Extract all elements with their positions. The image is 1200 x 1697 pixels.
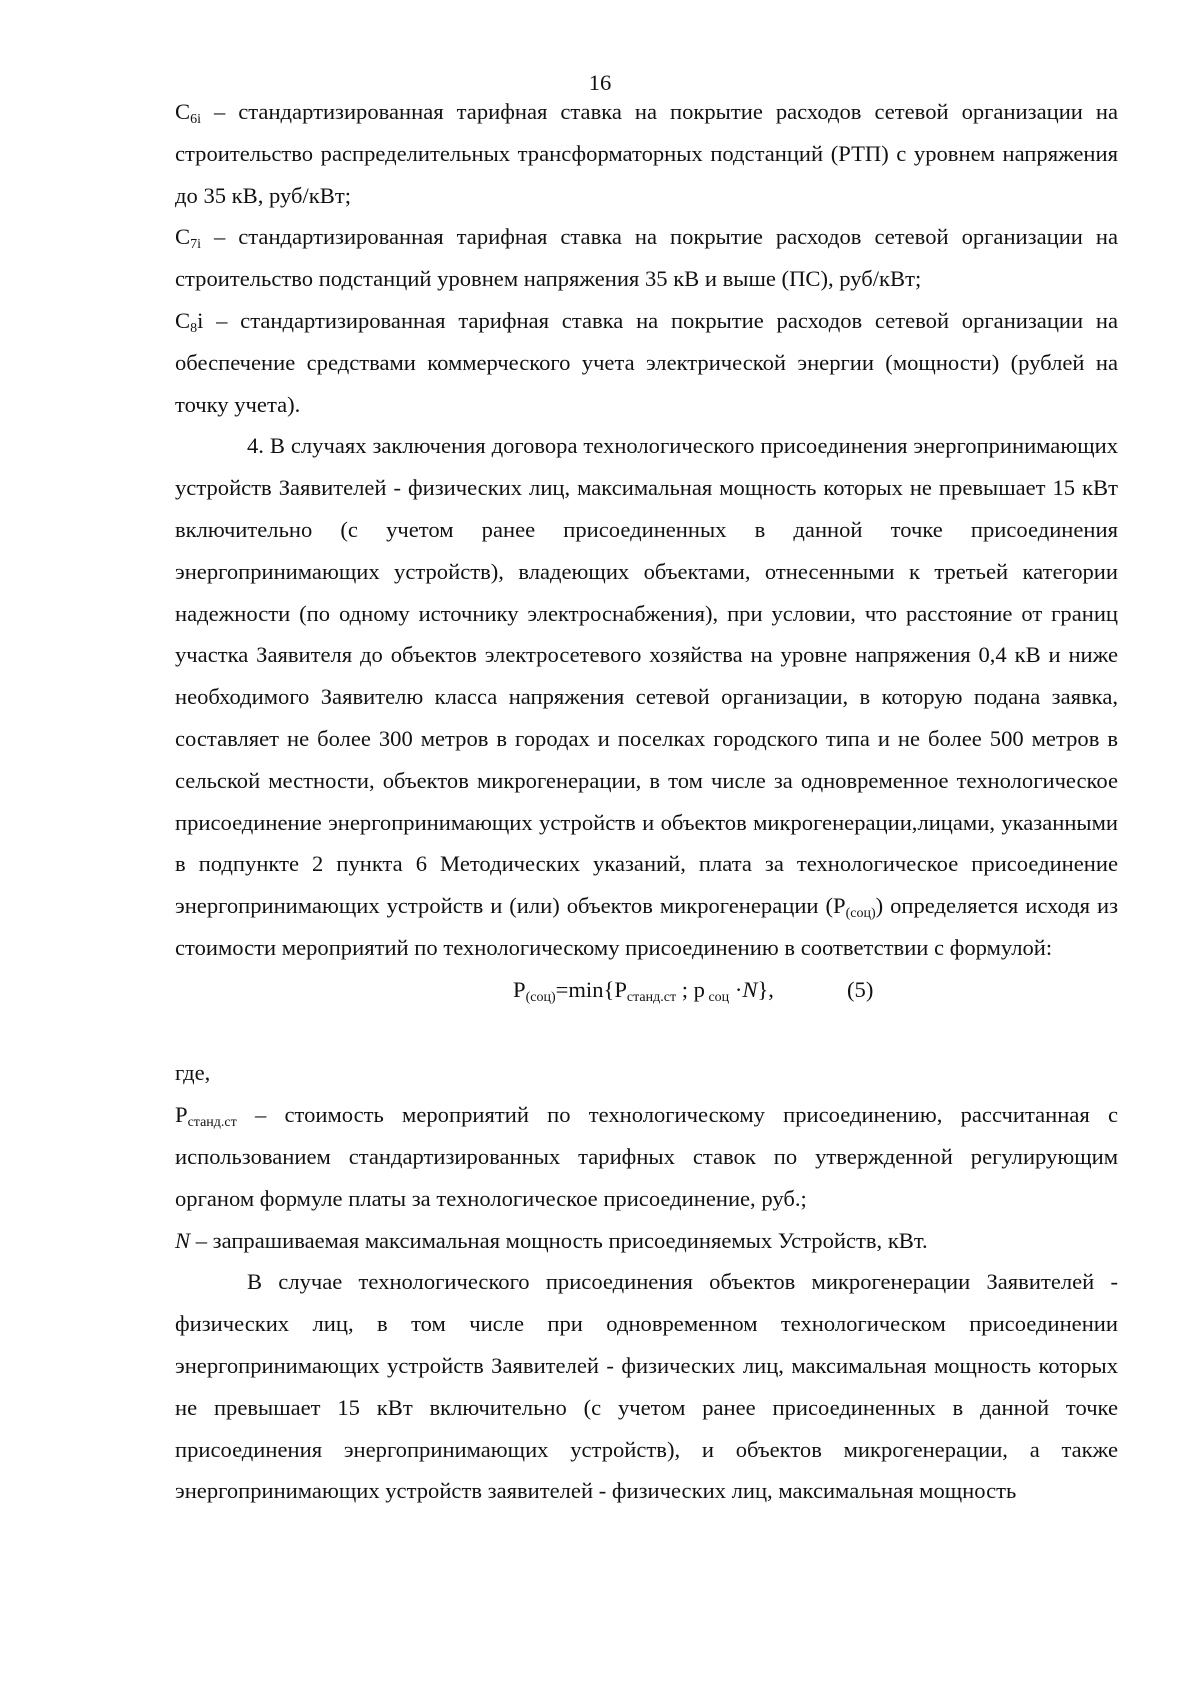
- definition-text: – стоимость мероприятий по технологическому присоединению, рассчитанная с использованием стандартизированных тарифных ставок по утвержденной регулирующим органом формуле платы за технологическое присоединение, руб.;: [175, 1102, 1118, 1211]
- paragraph-microgeneration: В случае технологического присоединения объектов микрогенерации Заявителей - физических лиц, в том числе при одновременном технологическом присоединении энергопринимающих устройств Заявителей - физических лиц, максимальная мощность которых не превышает 15 кВт включительно (с учетом ранее присоединенных в данной точке присоединения энергопринимающих устройств), и объектов микрогенерации, а также энергопринимающих устройств заявителей - физических лиц, максимальная мощность: [175, 1269, 1118, 1504]
- formula-close: },: [757, 976, 774, 1002]
- symbol: C: [175, 307, 191, 333]
- definition-pstand: [175, 1094, 1118, 1219]
- definition-text: – стандартизированная тарифная ставка на покрытие расходов сетевой организации на строительство подстанций уровнем напряжения 35 кВ и выше (ПС), руб/кВт;: [175, 224, 1118, 292]
- formula-number: (5): [847, 976, 874, 1002]
- subscript: станд.ст: [187, 1115, 237, 1131]
- subscript: 8: [190, 320, 198, 336]
- page-number: 16: [588, 70, 612, 95]
- formula-expression: [513, 969, 774, 1011]
- symbol: C: [175, 224, 191, 250]
- definition-text: – запрашиваемая максимальная мощность присоединяемых Устройств, кВт.: [190, 1227, 928, 1253]
- subscript: 7i: [190, 237, 201, 253]
- subscript: (соц): [525, 989, 556, 1005]
- subscript: (соц): [845, 906, 876, 922]
- formula-n: N: [742, 976, 758, 1002]
- definition-text: – стандартизированная тарифная ставка на покрытие расходов сетевой организации на строительство распределительных трансформаторных подстанций (РТП) с уровнем напряжения до 35 кВ, руб/кВт;: [175, 99, 1118, 208]
- where-label: где,: [175, 1060, 211, 1086]
- definition-n: [175, 1220, 1118, 1262]
- formula-p-soc: ; p: [676, 976, 705, 1002]
- formula-dot: ·: [729, 976, 743, 1002]
- document-body: [175, 91, 1118, 1512]
- blank-line: [175, 1011, 1118, 1053]
- paragraph-4: [175, 425, 1118, 968]
- paragraph-text: ) определяется исходя из стоимости мероприятий по технологическому присоединению в соответствии с формулой:: [175, 893, 1118, 960]
- subscript: станд.ст: [626, 989, 677, 1005]
- subscript: 6i: [190, 112, 201, 127]
- formula-min: =min{P: [555, 976, 627, 1002]
- definition-c6i: [175, 91, 1118, 216]
- symbol: P: [175, 1102, 188, 1128]
- definition-text: i – стандартизированная тарифная ставка на покрытие расходов сетевой организации на обеспечение средствами коммерческого учета электрической энергии (мощности) (рублей на точку учета).: [175, 307, 1118, 417]
- symbol: C: [175, 99, 191, 124]
- definition-c8i: [175, 300, 1118, 425]
- symbol: N: [175, 1227, 191, 1253]
- formula-5: [175, 969, 1118, 1011]
- subscript: соц: [704, 989, 730, 1005]
- formula-p: P: [513, 976, 526, 1002]
- definition-c7i: [175, 216, 1118, 300]
- paragraph-text: 4. В случаях заключения договора технологического присоединения энергопринимающих устройств Заявителей - физических лиц, максимальная мощность которых не превышает 15 кВт включительно (с учетом ранее присоединенных в данной точке присоединения энергопринимающих устройств), владеющих объектами, отнесенными к третьей категории надежности (по одному источнику электроснабжения), при условии, что расстояние от границ участка Заявителя до объектов электросетевого хозяйства на уровне напряжения 0,4 кВ и ниже необходимого Заявителю класса напряжения сетевой организации, в которую подана заявка, составляет не более 300 метров в городах и поселках городского типа и не более 500 метров в сельской местности, объектов микрогенерации, в том числе за одновременное технологическое присоединение энергопринимающих устройств и объектов микрогенерации,лицами, указанными в подпункте 2 пункта 6 Методических указаний, плата за технологическое присоединение энергопринимающих устройств и (или) объектов микрогенерации (P: [175, 433, 1118, 919]
